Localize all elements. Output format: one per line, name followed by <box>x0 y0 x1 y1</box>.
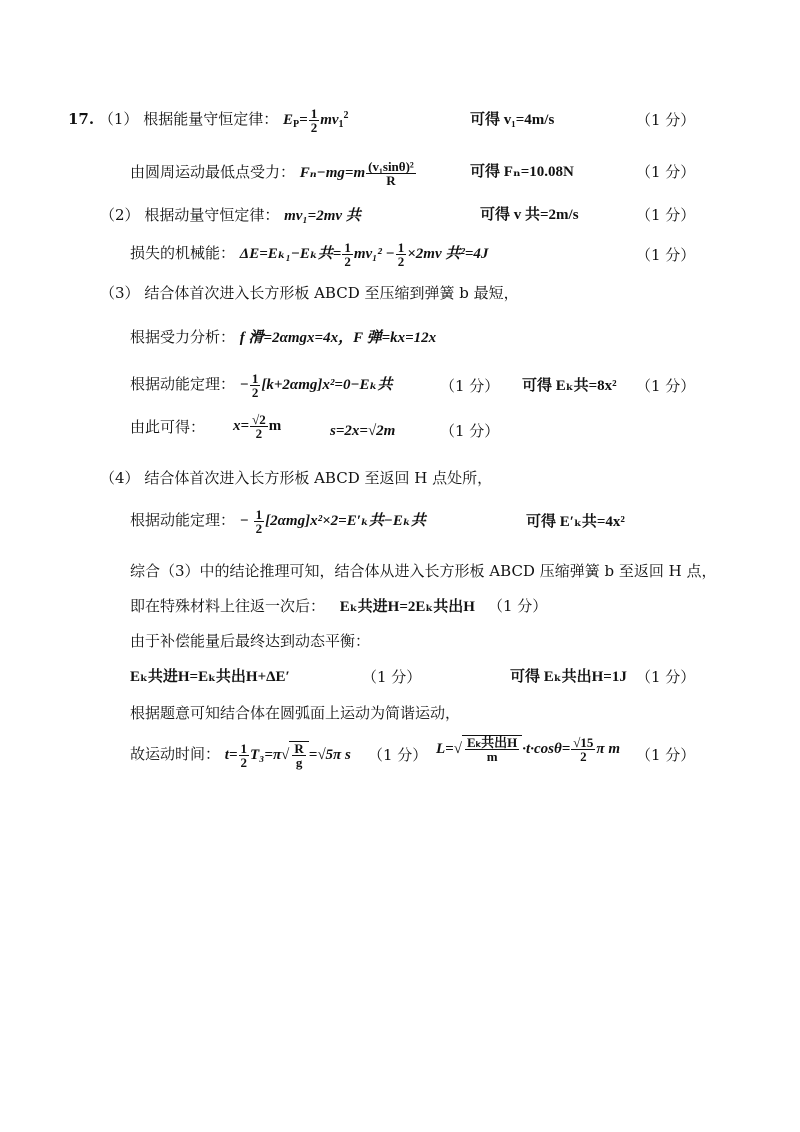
line-5-text: 结合体首次进入长方形板 ABCD 至压缩到弹簧 b 最短， <box>144 284 519 302</box>
energy-equation: $E_P=$ $\frac{1}{2}$ $mv_1^2$ <box>283 106 349 136</box>
part-1-label: （1） <box>98 110 139 128</box>
line-7 <box>130 372 392 399</box>
line-2-result: 可得 Fₙ=10.08N <box>470 164 574 180</box>
line-1-label: 根据能量守恒定律： <box>143 110 279 128</box>
line-1-result: 可得 v₁=4m/s <box>470 112 555 128</box>
kinetic-theorem-equation: − $\frac{1}{2}$ [k+2αmg]x²=0−Eₖ共 <box>239 371 393 400</box>
line-6 <box>130 327 436 348</box>
part-2-label: （2） <box>100 206 140 224</box>
line-11: 综合（3）中的结论推理可知，结合体从进入长方形板 ABCD 压缩弹簧 b 至返回 H 点， <box>130 562 717 580</box>
x-value-equation: x= $\frac{√2}{2}$ m <box>233 412 282 441</box>
line-4-label: 损失的机械能： <box>130 243 236 262</box>
line-16 <box>130 741 351 769</box>
line-1 <box>68 106 349 135</box>
line-4 <box>130 241 488 268</box>
line-2-label: 由圆周运动最低点受力： <box>130 162 296 181</box>
force-equation: Fₙ−mg=m $\frac{\text{(v₁sinθ)²}}{R}$ <box>299 159 414 188</box>
line-5 <box>100 283 519 303</box>
score-10: （1 分） <box>636 668 696 686</box>
score-8: （1 分） <box>488 597 548 615</box>
score-11: （1 分） <box>368 746 428 764</box>
balance-equation: Eₖ共进H=Eₖ共出H+ΔE′ <box>130 669 290 685</box>
fraction-force: $\frac{\text{(v₁sinθ)²}}{R}$ <box>368 159 414 188</box>
line-12-label: 即在特殊材料上往返一次后： <box>130 597 326 615</box>
line-8 <box>130 417 205 437</box>
line-15: 根据题意可知结合体在圆弧面上运动为简谐运动， <box>130 704 461 722</box>
line-3 <box>100 205 361 226</box>
score-3: （1 分） <box>636 206 696 224</box>
question-number: 17. <box>68 110 95 128</box>
line-3-result: 可得 v 共=2m/s <box>480 207 579 223</box>
line-7-label: 根据动能定理： <box>130 374 236 393</box>
line-2 <box>130 160 417 187</box>
line-10-result: 可得 E′ₖ共=4x² <box>526 514 625 530</box>
fraction-half: $\frac{1}{2}$ <box>310 106 318 136</box>
score-7: （1 分） <box>440 422 500 440</box>
length-equation: L=√ $\frac{\text{Eₖ共出H}}{m}$ ·t·cosθ= $\frac{√15}{2}$ π m <box>436 735 621 764</box>
line-6-label: 根据受力分析： <box>130 328 236 346</box>
line-8-label: 由此可得： <box>130 418 206 436</box>
line-10-label: 根据动能定理： <box>130 510 236 529</box>
score-4: （1 分） <box>636 246 696 264</box>
line-16-label: 故运动时间： <box>130 744 221 763</box>
force-analysis-equation: f 滑=2αmgx=4x，F 弹=kx=12x <box>239 330 437 346</box>
time-equation: t= $\frac{1}{2}$ T₃=π√ $\frac{R}{g}$ =√5π s <box>224 741 351 770</box>
score-12: （1 分） <box>636 746 696 764</box>
energy-loss-equation: ΔE=Eₖ₁−Eₖ共= $\frac{1}{2}$ mv₁² − $\frac{1}{2}$ ×2mv 共²=4J <box>239 240 489 269</box>
return-kinetic-equation: − $\frac{1}{2}$ [2αmg]x²×2=E′ₖ共−Eₖ共 <box>239 507 426 536</box>
s-value-equation: s=2x=√2m <box>330 423 396 439</box>
line-9 <box>100 468 492 488</box>
score-6: （1 分） <box>636 377 696 395</box>
score-2: （1 分） <box>636 163 696 181</box>
line-9-text: 结合体首次进入长方形板 ABCD 至返回 H 点处所， <box>144 469 493 487</box>
score-1: （1 分） <box>636 111 696 129</box>
line-12 <box>130 596 475 617</box>
line-3-label: 根据动量守恒定律： <box>144 206 280 224</box>
line-14-result: 可得 Eₖ共出H=1J <box>510 669 627 685</box>
line-10 <box>130 508 426 535</box>
score-9: （1 分） <box>362 668 422 686</box>
part-3-label: （3） <box>100 284 140 302</box>
line-13: 由于补偿能量后最终达到动态平衡： <box>130 632 371 650</box>
line-7-result: 可得 Eₖ共=8x² <box>522 378 617 394</box>
part-4-label: （4） <box>100 469 140 487</box>
score-5: （1 分） <box>440 377 500 395</box>
momentum-equation: mv₁=2mv 共 <box>284 208 361 224</box>
round-trip-equation: Eₖ共进H=2Eₖ共出H <box>339 599 475 615</box>
